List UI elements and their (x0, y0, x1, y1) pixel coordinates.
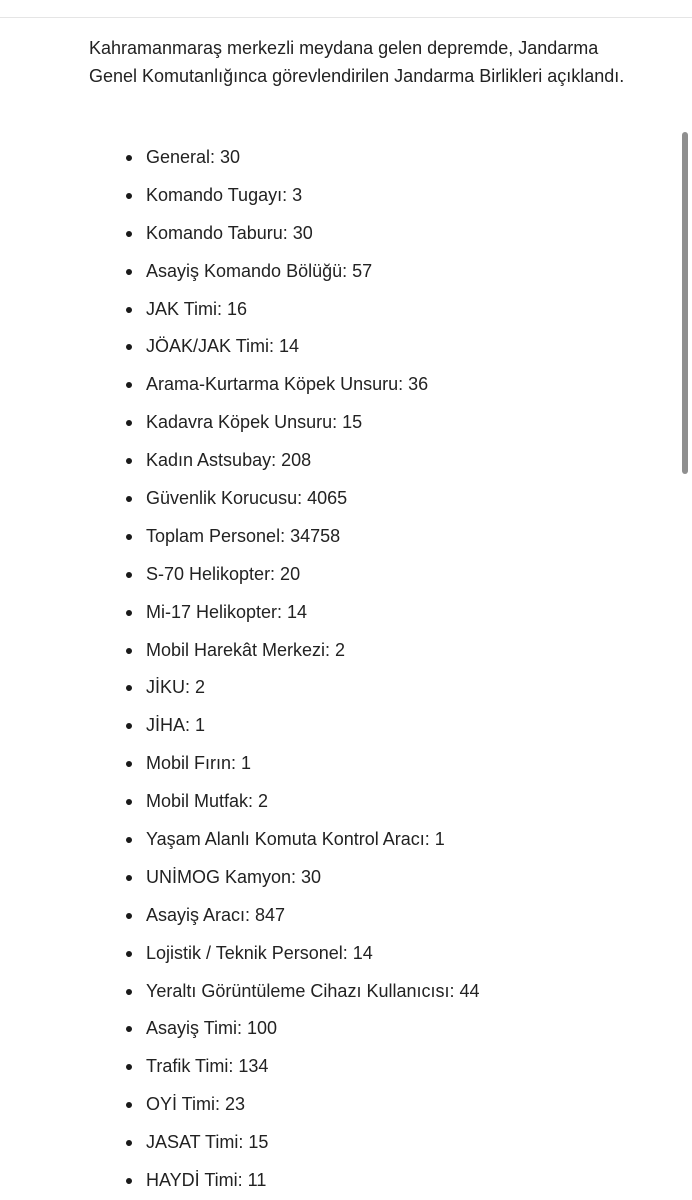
bullet-icon (126, 344, 132, 350)
list-item-text: Kadavra Köpek Unsuru: 15 (146, 412, 363, 433)
article-intro: Kahramanmaraş merkezli meydana gelen depremde, Jandarma Genel Komutanlığınca görevlendirilen Jandarma Birlikleri açıklandı. (89, 38, 625, 86)
bullet-icon (126, 875, 132, 881)
bullet-icon (126, 1178, 132, 1184)
list-item-text: JAK Timi: 16 (146, 298, 248, 319)
list-item (0, 215, 660, 253)
list-item-text: Asayiş Aracı: 847 (146, 904, 286, 925)
list-item (0, 328, 660, 366)
bullet-icon (126, 913, 132, 919)
list-item (0, 1048, 660, 1086)
list-item (0, 669, 660, 707)
bullet-icon (126, 799, 132, 805)
bullet-icon (126, 837, 132, 843)
bullet-icon (126, 534, 132, 540)
list-item (0, 556, 660, 594)
list-item-text: Trafik Timi: 134 (146, 1056, 269, 1077)
list-item (0, 366, 660, 404)
bullet-icon (126, 723, 132, 729)
list-item (0, 632, 660, 670)
bullet-icon (126, 572, 132, 578)
bullet-icon (126, 269, 132, 275)
list-item (0, 707, 660, 745)
list-item-text: JASAT Timi: 15 (146, 1132, 269, 1153)
list-item-text: Asayiş Komando Bölüğü: 57 (146, 260, 373, 281)
bullet-icon (126, 458, 132, 464)
list-item-text: JİHA: 1 (146, 715, 206, 736)
bullet-icon (126, 989, 132, 995)
list-item-text: HAYDİ Timi: 11 (146, 1170, 267, 1191)
bullet-icon (126, 1140, 132, 1146)
list-item-text: General: 30 (146, 147, 241, 167)
bullet-icon (126, 1064, 132, 1070)
bullet-icon (126, 155, 132, 161)
top-divider (0, 17, 692, 18)
bullet-icon (126, 420, 132, 426)
list-item (0, 783, 660, 821)
bullet-icon (126, 496, 132, 502)
unit-list (0, 139, 660, 1200)
bullet-icon (126, 610, 132, 616)
list-item-text: Yeraltı Görüntüleme Cihazı Kullanıcısı: 44 (146, 980, 480, 1001)
list-item (0, 518, 660, 556)
list-item-text: Mobil Mutfak: 2 (146, 791, 269, 812)
list-item-text: S-70 Helikopter: 20 (146, 563, 301, 584)
list-item (0, 745, 660, 783)
list-item (0, 253, 660, 291)
list-item-text: Arama-Kurtarma Köpek Unsuru: 36 (146, 374, 429, 395)
list-item-text: JÖAK/JAK Timi: 14 (146, 336, 300, 357)
bullet-icon (126, 1026, 132, 1032)
bullet-icon (126, 1102, 132, 1108)
list-item (0, 404, 660, 442)
list-item-text: Komando Taburu: 30 (146, 222, 313, 243)
list-item (0, 1010, 660, 1048)
list-item-text: JİKU: 2 (146, 677, 206, 698)
bullet-icon (126, 382, 132, 388)
list-item (0, 1086, 660, 1124)
list-item-text: Mobil Fırın: 1 (146, 753, 252, 774)
list-item-text: Komando Tugayı: 3 (146, 184, 303, 205)
list-item (0, 442, 660, 480)
list-item-text: Lojistik / Teknik Personel: 14 (146, 942, 373, 963)
list-item (0, 1162, 660, 1200)
list-item (0, 935, 660, 973)
list-item-text: Kadın Astsubay: 208 (146, 450, 312, 471)
list-item (0, 1124, 660, 1162)
bullet-icon (126, 951, 132, 957)
bullet-icon (126, 307, 132, 313)
scrollbar-thumb[interactable] (682, 132, 688, 474)
list-item (0, 859, 660, 897)
bullet-icon (126, 685, 132, 691)
list-item (0, 480, 660, 518)
list-item (0, 973, 660, 1011)
list-item (0, 177, 660, 215)
list-item (0, 821, 660, 859)
list-item-text: Mi-17 Helikopter: 14 (146, 601, 308, 622)
list-item (0, 291, 660, 329)
list-item (0, 594, 660, 632)
list-item-text: OYİ Timi: 23 (146, 1094, 246, 1115)
list-item (0, 897, 660, 935)
list-item (0, 139, 660, 177)
bullet-icon (126, 648, 132, 654)
list-item-text: Asayiş Timi: 100 (146, 1018, 278, 1039)
bullet-icon (126, 761, 132, 767)
bullet-icon (126, 193, 132, 199)
list-item-text: Güvenlik Korucusu: 4065 (146, 488, 348, 509)
list-item-text: Toplam Personel: 34758 (146, 525, 341, 546)
list-item-text: Mobil Harekât Merkezi: 2 (146, 639, 346, 660)
bullet-icon (126, 231, 132, 237)
list-item-text: UNİMOG Kamyon: 30 (146, 866, 322, 887)
list-item-text: Yaşam Alanlı Komuta Kontrol Aracı: 1 (146, 829, 445, 850)
